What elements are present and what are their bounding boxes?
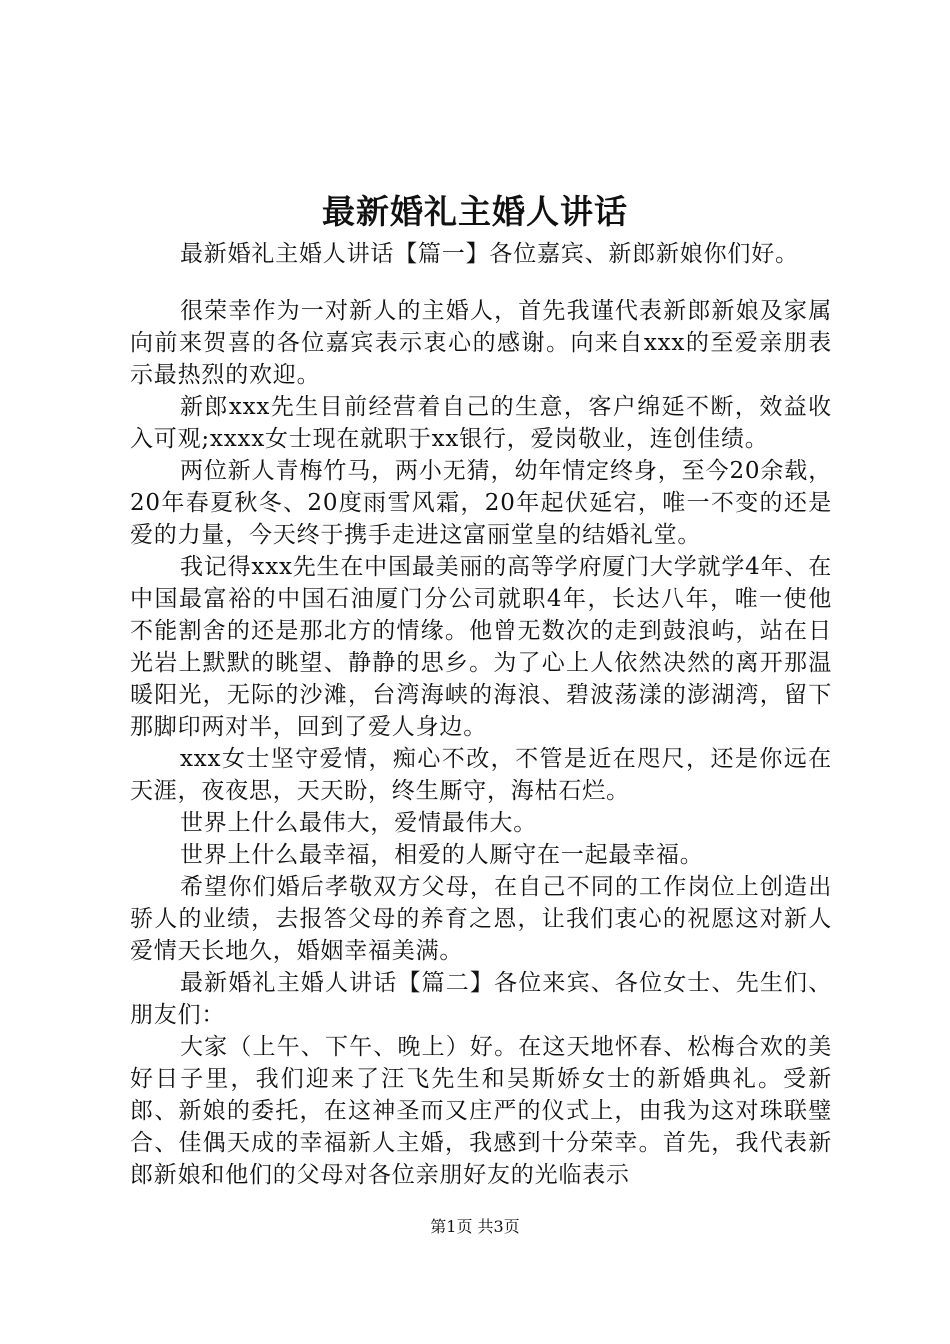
- document-body: [130, 238, 832, 1191]
- paragraph: 新郎xxx先生目前经营着自己的生意，客户绵延不断，效益收入可观;xxxx女士现在就职于xx银行，爱岗敬业，连创佳绩。: [130, 394, 832, 452]
- paragraph: 我记得xxx先生在中国最美丽的高等学府厦门大学就学4年、在中国最富裕的中国石油厦门分公司就职4年，长达八年，唯一使他不能割舍的还是那北方的情缘。他曾无数次的走到鼓浪屿，站在日光岩上默默的眺望、静静的思乡。为了心上人依然决然的离开那温暖阳光，无际的沙滩，台湾海峡的海浪、碧波荡漾的澎湖湾，留下那脚印两对半，回到了爱人身边。: [130, 554, 832, 740]
- paragraph: 世界上什么最幸福，相爱的人厮守在一起最幸福。: [180, 842, 704, 868]
- paragraph: 大家（上午、下午、晚上）好。在这天地怀春、松梅合欢的美好日子里，我们迎来了汪飞先生和吴斯娇女士的新婚典礼。受新郎、新娘的委托，在这神圣而又庄严的仪式上，由我为这对珠联璧合、佳偶天成的幸福新人主婚，我感到十分荣幸。首先，我代表新郎新娘和他们的父母对各位亲朋好友的光临表示: [130, 1034, 832, 1188]
- paragraph: 世界上什么最伟大，爱情最伟大。: [180, 810, 537, 836]
- paragraph: 最新婚礼主婚人讲话【篇二】各位来宾、各位女士、先生们、朋友们：: [130, 970, 832, 1028]
- paragraph: 希望你们婚后孝敬双方父母，在自己不同的工作岗位上创造出骄人的业绩，去报答父母的养育之恩，让我们衷心的祝愿这对新人爱情天长地久，婚姻幸福美满。: [130, 874, 832, 964]
- document-title: 最新婚礼主婚人讲话: [322, 192, 628, 231]
- page-footer: 第1页 共3页: [430, 1217, 520, 1236]
- paragraph: 最新婚礼主婚人讲话【篇一】各位嘉宾、新郎新娘你们好。: [180, 241, 799, 267]
- paragraph: xxx女士坚守爱情，痴心不改，不管是近在咫尺，还是你远在天涯，夜夜思，天天盼，终生厮守，海枯石烂。: [130, 746, 832, 804]
- paragraph: 两位新人青梅竹马，两小无猜，幼年情定终身，至今20余载，20年春夏秋冬、20度雨雪风霜，20年起伏延宕，唯一不变的还是爱的力量，今天终于携手走进这富丽堂皇的结婚礼堂。: [130, 458, 832, 548]
- paragraph: 很荣幸作为一对新人的主婚人，首先我谨代表新郎新娘及家属向前来贺喜的各位嘉宾表示衷心的感谢。向来自xxx的至爱亲朋表示最热烈的欢迎。: [130, 298, 832, 388]
